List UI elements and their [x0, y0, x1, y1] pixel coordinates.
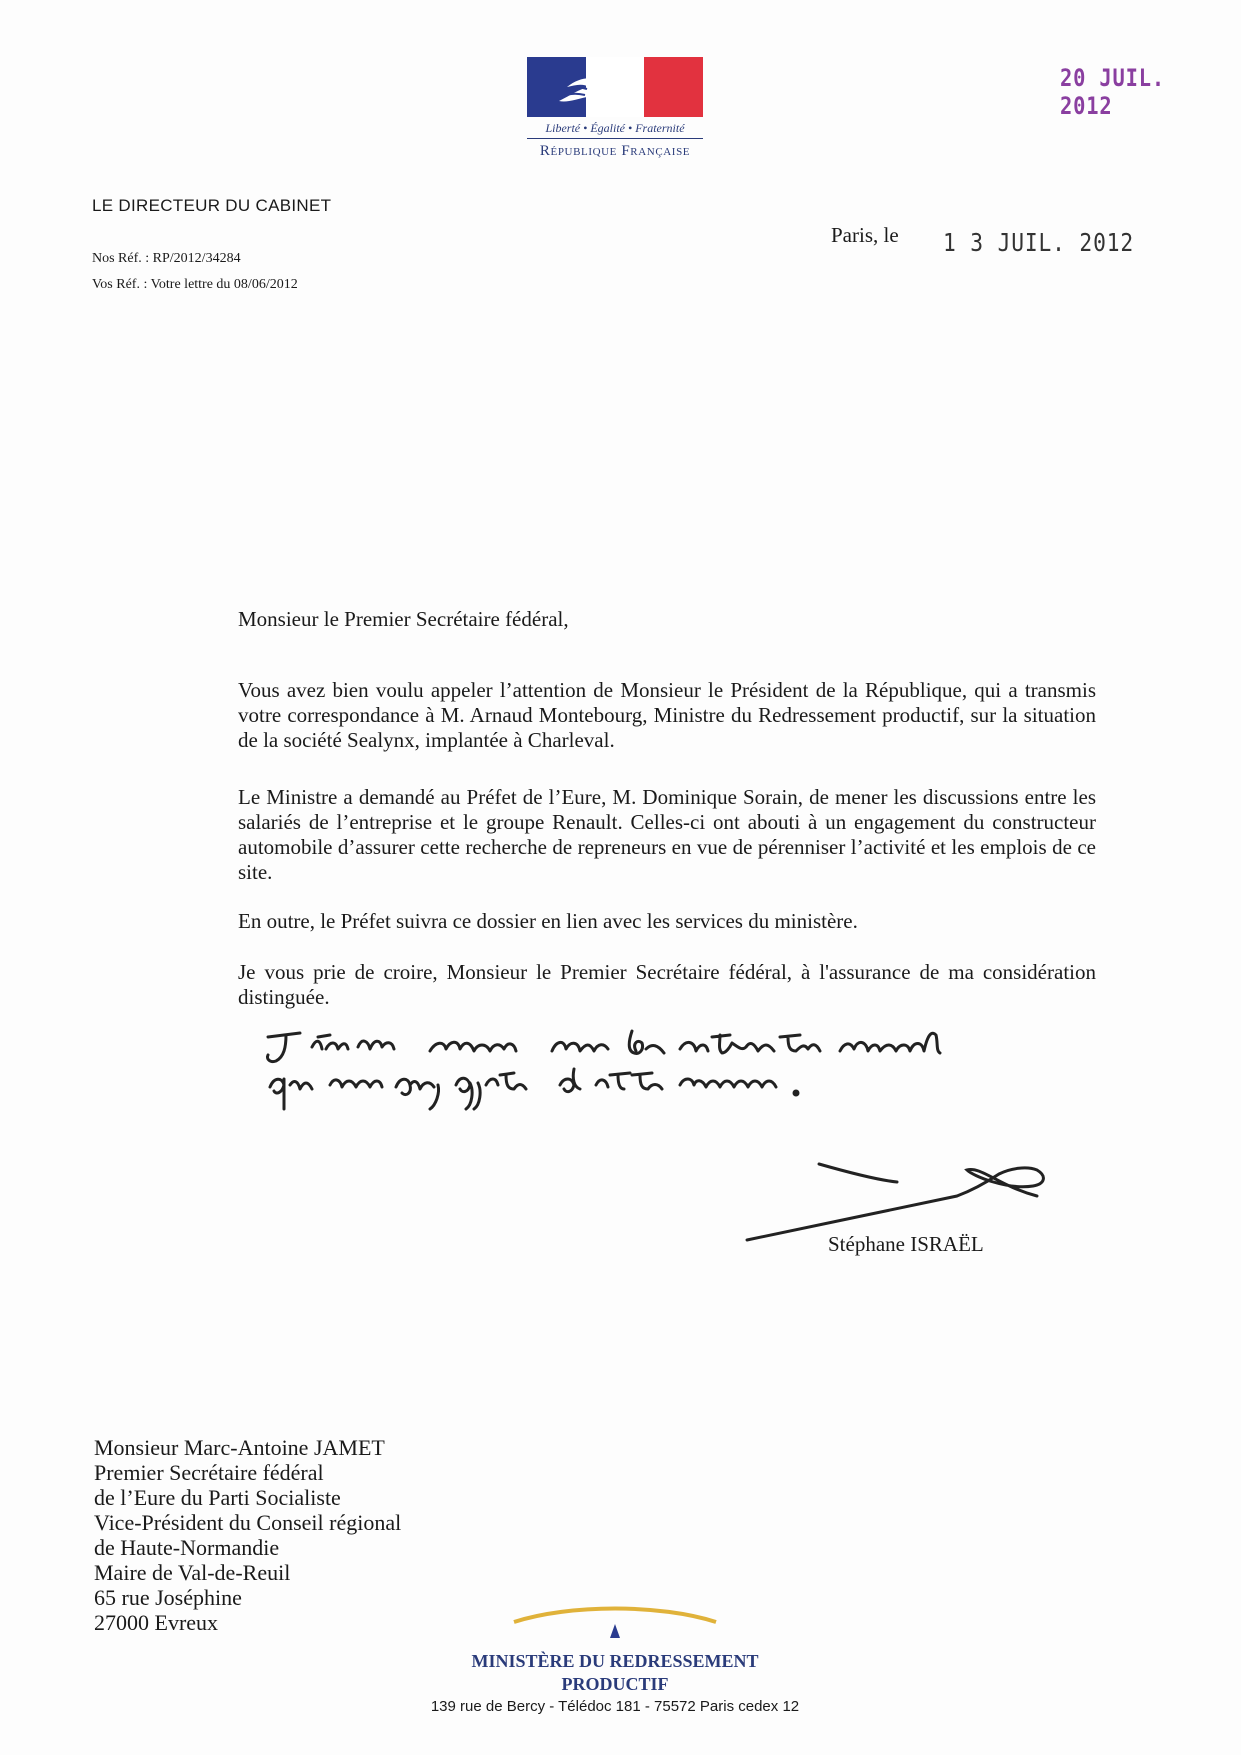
paragraph-closing: Je vous prie de croire, Monsieur le Premier Secrétaire fédéral, à l'assurance de ma considération distinguée. [238, 960, 1096, 1009]
paragraph-prefect: En outre, le Préfet suivra ce dossier en lien avec les services du ministère. [238, 909, 858, 933]
recipient-line: de Haute-Normandie [94, 1535, 280, 1560]
marianne-logo-icon [527, 57, 703, 117]
ministry-arc-icon [510, 1600, 720, 1640]
received-date-stamp: 20 JUIL. 2012 [1060, 64, 1166, 120]
recipient-line: 65 rue Joséphine [94, 1585, 242, 1610]
letter-date-stamp: 1 3 JUIL. 2012 [943, 228, 1135, 257]
recipient-line: 27000 Evreux [94, 1610, 219, 1635]
logo-motto: Liberté • Égalité • Fraternité [545, 121, 685, 135]
recipient-line: Premier Secrétaire fédéral [94, 1460, 324, 1485]
ministry-name-line-2: PRODUCTIF [561, 1674, 669, 1694]
recipient-line: Maire de Val-de-Reuil [94, 1560, 291, 1585]
letter-place: Paris, le [831, 223, 899, 247]
recipient-address [94, 1435, 401, 1635]
recipient-line: de l’Eure du Parti Socialiste [94, 1485, 341, 1510]
logo-divider [527, 138, 703, 139]
logo-republique: République Française [539, 143, 691, 159]
signer-name: Stéphane ISRAËL [828, 1232, 984, 1256]
paragraph-intro: Vous avez bien voulu appeler l’attention de Monsieur le Président de la République, qui a transmis votre correspondance à M. Arnaud Montebourg, Ministre du Redressement productif, sur la situation de la société Sealynx, implantée à Charleval. [238, 678, 1096, 752]
paragraph-minister: Le Ministre a demandé au Préfet de l’Eure, M. Dominique Sorain, de mener les discussions entre les salariés de l’entreprise et le groupe Renault. Celles-ci ont abouti à un engagement du constructeur automobile d’assurer cette recherche de repreneurs en vue de pérenniser l’activité et les emplois de ce site. [238, 785, 1096, 884]
ministry-name-line-1: MINISTÈRE DU REDRESSEMENT [471, 1651, 759, 1671]
handwritten-note-icon [260, 1013, 1100, 1123]
your-reference: Vos Réf. : Votre lettre du 08/06/2012 [92, 277, 298, 292]
sender-title: LE DIRECTEUR DU CABINET [92, 196, 332, 215]
recipient-line: Vice-Président du Conseil régional [94, 1510, 402, 1535]
ministry-name [440, 1650, 790, 1696]
ministry-address: 139 rue de Bercy - Télédoc 181 - 75572 Paris cedex 12 [430, 1698, 800, 1715]
recipient-line: Monsieur Marc-Antoine JAMET [94, 1435, 385, 1460]
our-reference: Nos Réf. : RP/2012/34284 [92, 251, 241, 266]
salutation: Monsieur le Premier Secrétaire fédéral, [238, 607, 569, 631]
